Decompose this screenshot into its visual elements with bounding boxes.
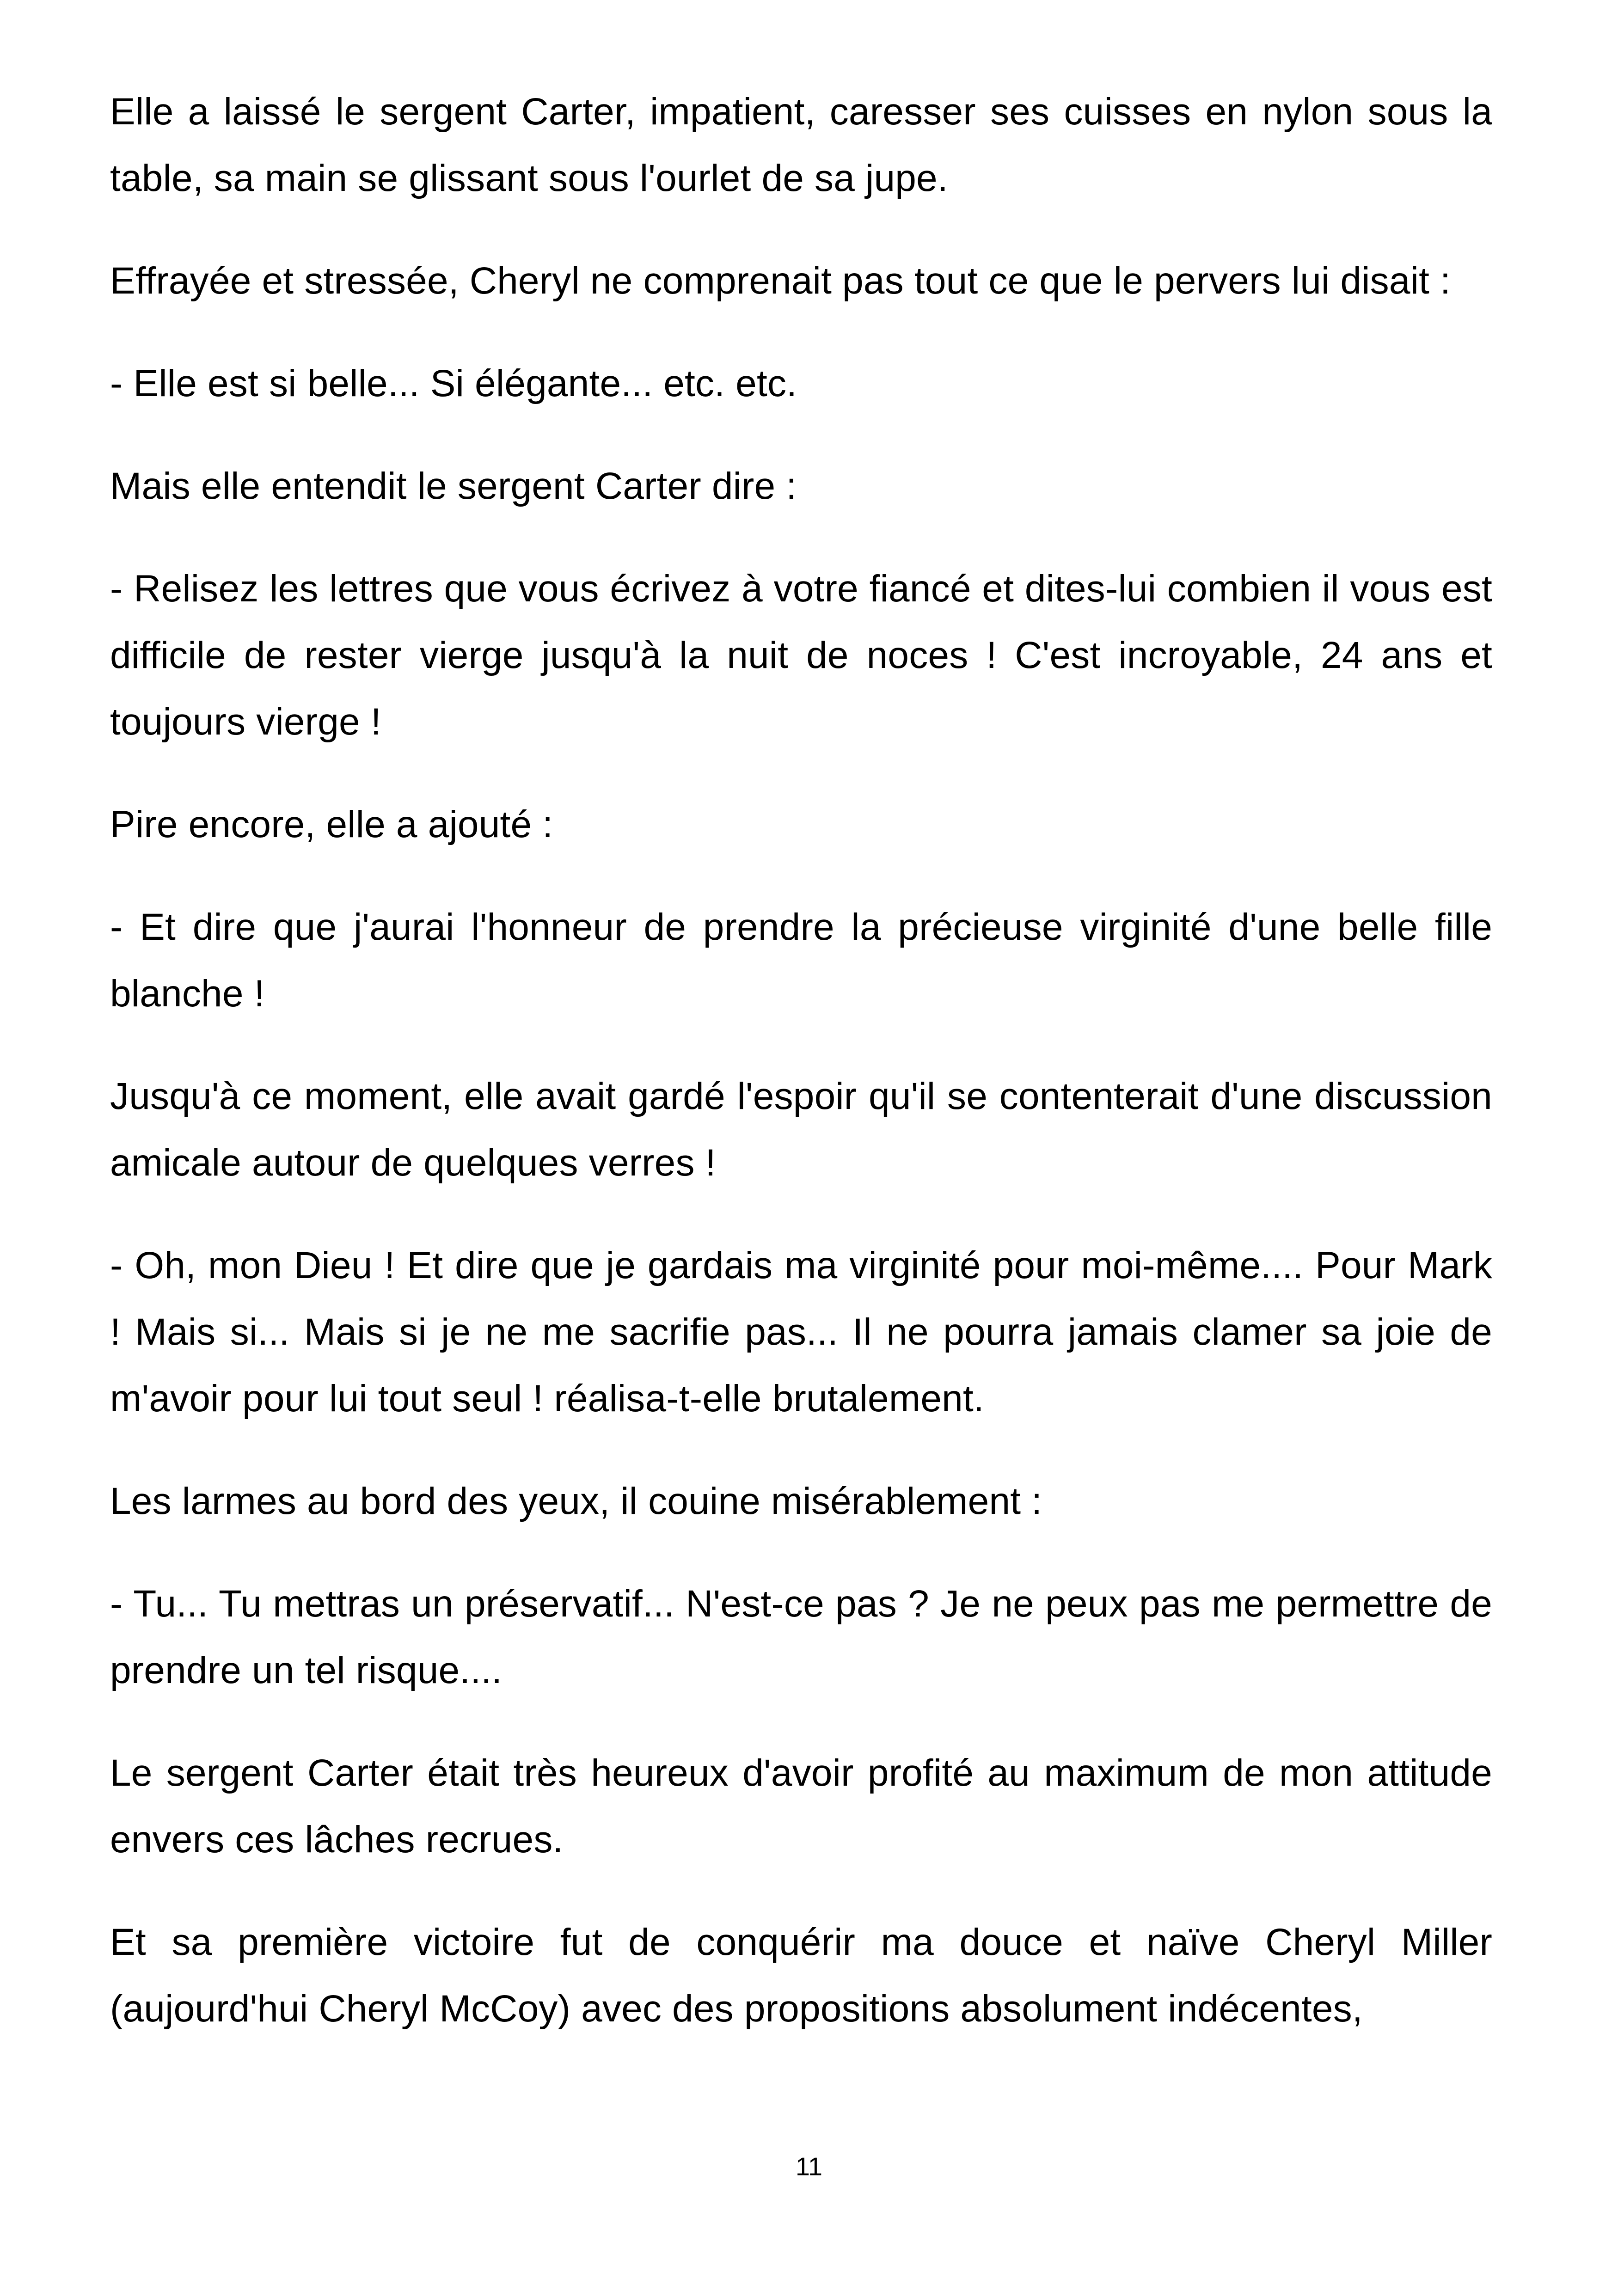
dialogue-line: - Elle est si belle... Si élégante... etc. etc. (110, 362, 797, 404)
dialogue-line: - Oh, mon Dieu ! Et dire que je gardais ma virginité pour moi-même.... Pour Mark ! Mais si... Mais si je ne me sacrifie pas... Il ne pourra jamais clamer sa joie de m'avoir pour lui tout seul ! réalisa-t-elle brutalement. (110, 1244, 1492, 1420)
page-number: 11 (795, 2152, 823, 2181)
dialogue-line: - Et dire que j'aurai l'honneur de prendre la précieuse virginité d'une belle fille blanche ! (110, 906, 1492, 1015)
page-body (110, 79, 1492, 2078)
paragraph: Effrayée et stressée, Cheryl ne comprenait pas tout ce que le pervers lui disait : (110, 260, 1451, 302)
paragraph: Et sa première victoire fut de conquérir ma douce et naïve Cheryl Miller (aujourd'hui Cheryl McCoy) avec des propositions absolument indécentes, (110, 1921, 1492, 2030)
paragraph: Elle a laissé le sergent Carter, impatient, caresser ses cuisses en nylon sous la table, sa main se glissant sous l'ourlet de sa jupe. (110, 91, 1492, 199)
paragraph: Les larmes au bord des yeux, il couine misérablement : (110, 1480, 1042, 1522)
dialogue-line: - Relisez les lettres que vous écrivez à votre fiancé et dites-lui combien il vous est difficile de rester vierge jusqu'à la nuit de noces ! C'est incroyable, 24 ans et toujours vierge ! (110, 568, 1492, 743)
paragraph: Le sergent Carter était très heureux d'avoir profité au maximum de mon attitude envers ces lâches recrues. (110, 1752, 1492, 1861)
paragraph: Jusqu'à ce moment, elle avait gardé l'espoir qu'il se contenterait d'une discussion amicale autour de quelques verres ! (110, 1075, 1492, 1184)
paragraph: Pire encore, elle a ajouté : (110, 803, 553, 845)
dialogue-line: - Tu... Tu mettras un préservatif... N'est-ce pas ? Je ne peux pas me permettre de prendre un tel risque.... (110, 1583, 1492, 1691)
paragraph: Mais elle entendit le sergent Carter dire : (110, 465, 797, 507)
